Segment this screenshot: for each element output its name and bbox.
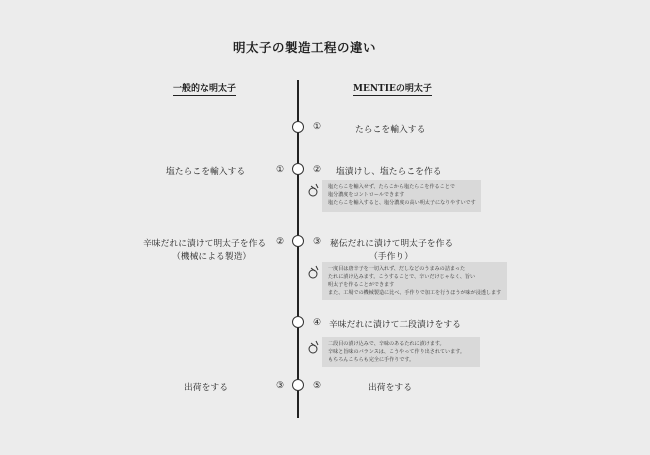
note-line: 塩分濃度をコントロールできます (328, 192, 405, 198)
hand-writing-icon (306, 264, 322, 280)
right-step-number: ⑤ (312, 381, 322, 391)
note-box (322, 180, 481, 212)
right-step-label: 出荷をする (368, 383, 412, 393)
right-step-number: ② (312, 165, 322, 175)
note-line: 辛味と旨味のバランスは、こうやって作り出されています。 (328, 349, 465, 355)
note-line: 塩たらこを輸入すると、塩分濃度の高い明太子になりやすいです (328, 200, 476, 206)
right-step-sub: （手作り） (369, 252, 413, 262)
timeline-node (292, 316, 304, 328)
page-title: 明太子の製造工程の違い (233, 40, 377, 55)
left-step-number: ① (275, 165, 285, 175)
left-step-number: ③ (275, 381, 285, 391)
right-step-number: ③ (312, 237, 322, 247)
right-step-number: ① (312, 122, 322, 132)
note-line: 二段目の漬け込みで、辛味のあるたれに漬けます。 (328, 341, 445, 347)
note-line: たれに漬け込みます。こうすることで、辛いだけじゃなく、旨い (328, 274, 476, 280)
left-column-header: 一般的な明太子 (173, 81, 236, 96)
note-line: また、工場での機械製造に比べ、手作りで加工を行うほうが味が浸透します (328, 290, 502, 296)
right-step-label: 塩漬けし、塩たらこを作る (336, 167, 442, 177)
hand-writing-icon (306, 339, 322, 355)
note-line: 塩たらこを輸入せず、たらこから塩たらこを作ることで (328, 184, 455, 190)
left-step-label: 辛味だれに漬けて明太子を作る (143, 239, 267, 249)
right-step-label: 秘伝だれに漬けて明太子を作る (330, 239, 454, 249)
left-step-label: 出荷をする (184, 383, 228, 393)
right-step-label: 辛味だれに漬けて二段漬けをする (329, 320, 461, 330)
timeline-node (292, 163, 304, 175)
hand-writing-icon (306, 182, 322, 198)
left-step-sub: （機械による製造） (172, 252, 252, 262)
left-step-label: 塩たらこを輸入する (166, 167, 246, 177)
timeline-node (292, 235, 304, 247)
timeline-node (292, 379, 304, 391)
note-box (322, 262, 507, 300)
right-column-header: MENTIEの明太子 (353, 81, 432, 96)
note-line: 明太子を作ることができます (328, 282, 395, 288)
note-box (322, 337, 480, 367)
left-step-number: ② (275, 237, 285, 247)
timeline-node (292, 121, 304, 133)
right-step-label: たらこを輸入する (355, 125, 426, 135)
note-line: もちろんこちらも完全に手作りです。 (328, 357, 415, 363)
right-step-number: ④ (312, 318, 322, 328)
note-line: 一度目は唐辛子を一切入れず、だしなどのうまみの詰まった (328, 266, 466, 272)
